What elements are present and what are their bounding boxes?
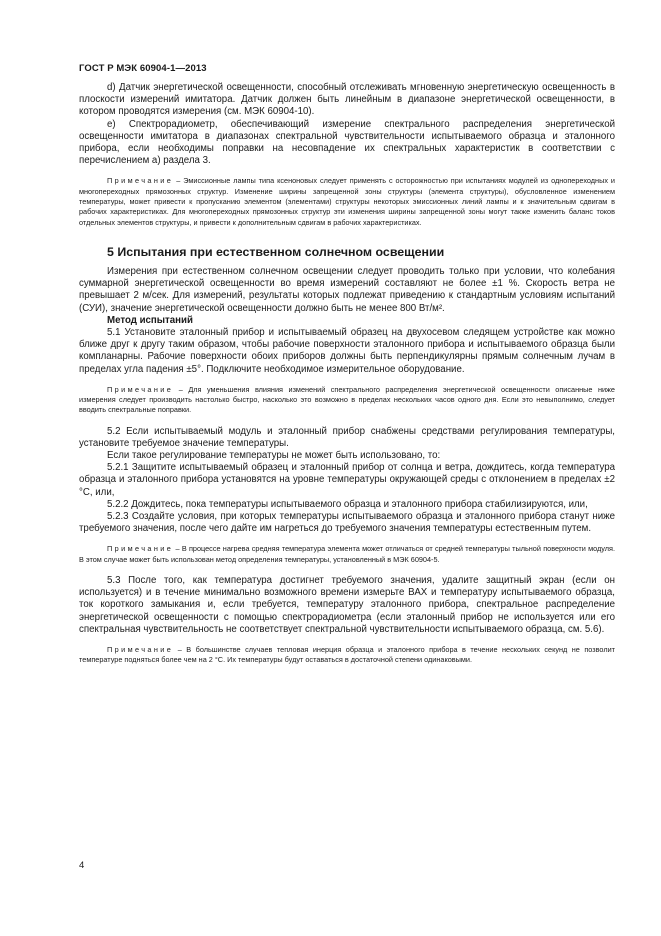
note-label: Примечание bbox=[107, 384, 174, 394]
paragraph-5-2-2: 5.2.2 Дождитесь, пока температуры испытываемого образца и эталонного прибора стабилизируются, или, bbox=[107, 498, 588, 510]
paragraph-5-2-3: 5.2.3 Создайте условия, при которых температуры испытываемого образца и эталонного прибора станут ниже требуемого значения, после чего дайте им нагреться до требуемого значения температуры естественным путем. bbox=[79, 511, 615, 535]
note-2 bbox=[79, 385, 615, 416]
note-label: Примечание bbox=[107, 645, 174, 655]
note-text: – Для уменьшения влияния изменений спектрального распределения энергетической освещенности описанные ниже измерения следует производить настолько быстро, насколько это возможно в пределах нескольких часов одного дня. Если это невыполнимо, следует вводить спектральные поправки. bbox=[79, 384, 615, 415]
note-text: – Эмиссионные лампы типа ксеноновых следует применять с осторожностью при испытаниях модулей из однопереходных и многопереходных прямозонных структур. Изменение ширины запрещенной зоны структуры (элемента структуры), обусловленное изменением температуры, может привести к пропусканию элементом (элементами) структуры некоторых эмиссионных линий лампы и к значительным сдвигам в рабочих характеристиках. Для многопереходных прямозонных структур эти изменения ширины запрещенной зоны могут также изменить баланс токов отдельных элементов структуры, и привести к дополнительным сдвигам в рабочих характеристиках. bbox=[79, 176, 615, 227]
note-label: Примечание bbox=[107, 544, 174, 554]
section-5-title: 5 Испытания при естественном солнечном освещении bbox=[107, 244, 445, 259]
note-3 bbox=[79, 544, 615, 565]
paragraph-item-d: d) Датчик энергетической освещенности, способный отслеживать мгновенную энергетическую освещенность в плоскости измерений имитатора. Датчик должен быть линейным в диапазоне энергетической освещенности, в котором проводятся измерения (см. МЭК 60904-10). bbox=[79, 82, 615, 118]
note-text: – В большинстве случаев тепловая инерция образца и эталонного прибора в течение нескольких секунд не позволит температуре подняться более чем на 2 °C. Их температуры будут оставаться в достаточной степени одинаковыми. bbox=[79, 645, 615, 665]
paragraph-5-2: 5.2 Если испытываемый модуль и эталонный прибор снабжены средствами регулирования температуры, установите требуемое значение температуры. bbox=[79, 425, 615, 449]
paragraph-5-2-cont: Если такое регулирование температуры не может быть использовано, то: bbox=[107, 450, 441, 462]
note-text: – В процессе нагрева средняя температура элемента может отличаться от средней температуры тыльной поверхности модуля. В этом случае может быть использован метод определения температуры, установленный в МЭК 60904-5. bbox=[79, 544, 615, 564]
paragraph-5-3: 5.3 После того, как температура достигнет требуемого значения, удалите защитный экран (если он используется) и в течение минимально возможного времени измерьте ВАХ и температуру испытываемого образца, ток короткого замыкания и, если требуется, температуру эталонного прибора, спектральное распределение энергетической освещенности с помощью спектрорадиометра (если эталонный прибор не используется или его спектральная чувствительность не соответствует спектральной чувствительности испытываемого образца, см. 5.6). bbox=[79, 575, 615, 635]
paragraph-5-1: 5.1 Установите эталонный прибор и испытываемый образец на двухосевом следящем устройстве как можно ближе друг к другу таким образом, чтобы рабочие поверхности эталонного прибора и испытываемого образца были компланарны. Рабочие поверхности обоих приборов должны быть перпендикулярны прямым солнечным лучам в пределах угла падения ±5°. Подключите необходимое измерительное оборудование. bbox=[79, 326, 615, 375]
paragraph-item-e: e) Спектрорадиометр, обеспечивающий измерение спектрального распределения энергетической освещенности имитатора в диапазонах спектральной чувствительности испытываемого образца и эталонного прибора, если необходимы поправки на несовпадение их спектральных характеристик в соответствии с перечислением а) раздела 3. bbox=[79, 118, 615, 167]
note-label: Примечание bbox=[107, 176, 174, 186]
document-header: ГОСТ Р МЭК 60904-1—2013 bbox=[79, 63, 207, 74]
section-5-intro: Измерения при естественном солнечном освещении следует проводить только при условии, что колебания суммарной энергетической освещенности во время измерений составляют не более ±1 %. Скорость ветра не превышает 2 м/сек. Для измерений, результаты которых подлежат приведению к стандартным условиям испытаний (СУИ), значение энергетической освещенности должно быть не менее 800 Вт/м². bbox=[79, 265, 615, 314]
note-4 bbox=[79, 645, 615, 666]
page-content bbox=[79, 82, 615, 675]
note-1 bbox=[79, 176, 615, 227]
paragraph-5-2-1: 5.2.1 Защитите испытываемый образец и эталонный прибор от солнца и ветра, дождитесь, когда температура образца и эталонного прибора установятся на уровне температуры окружающей среды с отклонением в пределах ±2 °C, или, bbox=[79, 462, 615, 498]
method-title: Метод испытаний bbox=[107, 314, 193, 326]
page-number: 4 bbox=[79, 860, 85, 871]
